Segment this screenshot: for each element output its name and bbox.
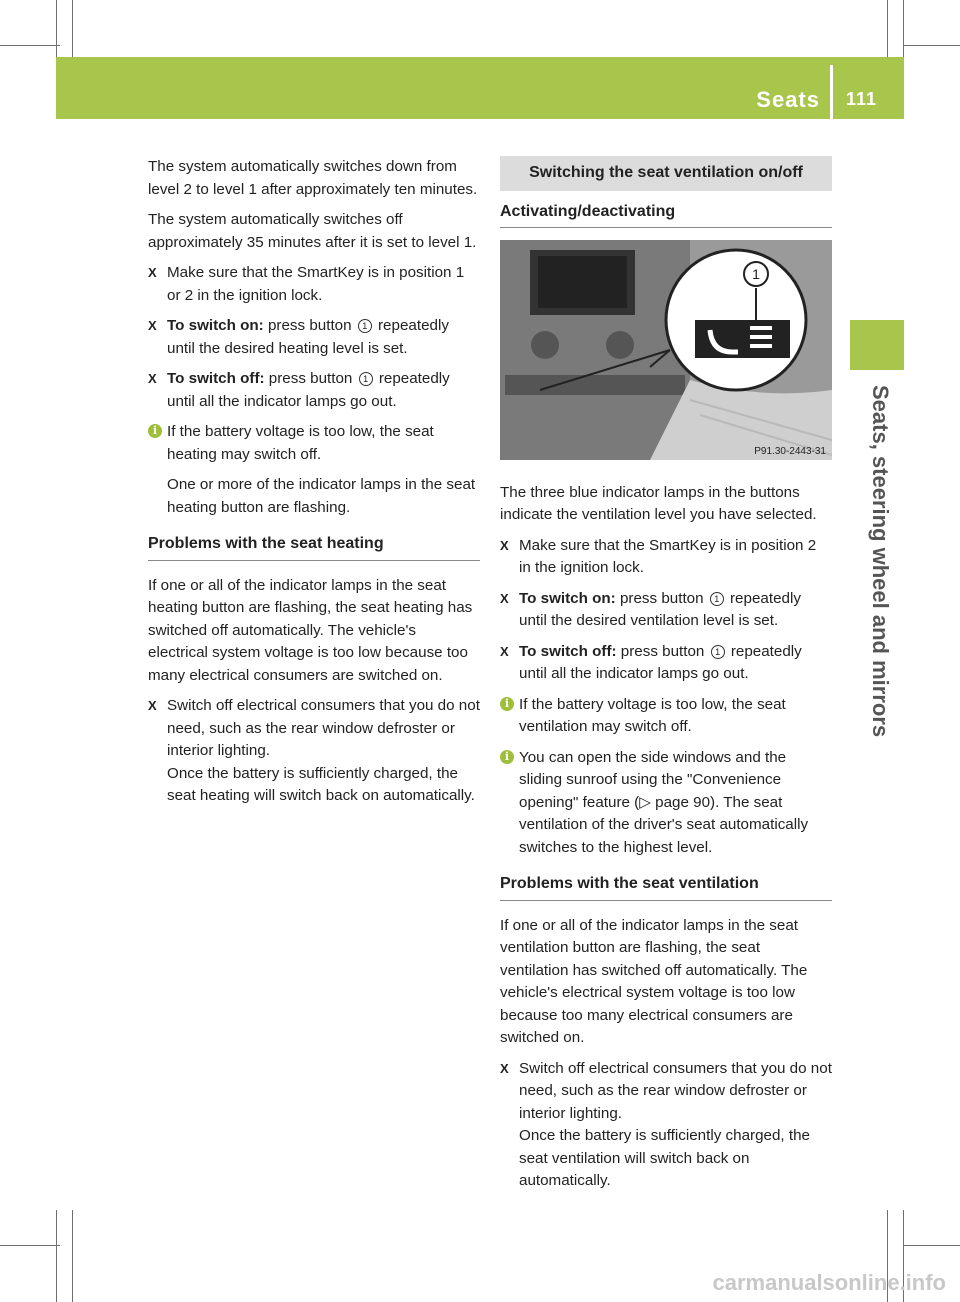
bullet-marker: X	[148, 698, 157, 713]
paragraph: If one or all of the indicator lamps in the seat heating button are flashing, the seat heating has switched off automatically. The vehicle's electrical system voltage is too low because too many electrical consumers are switched on.	[148, 576, 473, 684]
crop-mark	[0, 45, 60, 46]
bullet-marker: X	[148, 318, 157, 333]
info-note: i If the battery voltage is too low, the seat heating may switch off. One or more of the indicator lamps in the seat heating button are flashing.	[148, 421, 480, 519]
paragraph: The three blue indicator lamps in the buttons indicate the ventilation level you have selected.	[500, 483, 817, 523]
info-icon: i	[500, 697, 514, 711]
bullet-marker: X	[148, 265, 157, 280]
right-column	[500, 156, 832, 1201]
button-number-icon: 1	[711, 645, 725, 659]
chapter-label: Seats, steering wheel and mirrors	[868, 385, 893, 738]
instruction-step: X Make sure that the SmartKey is in position 2 in the ignition lock.	[500, 536, 817, 576]
section-title: Seats	[756, 87, 820, 112]
paragraph: The system automatically switches down from level 2 to level 1 after approximately ten minutes.	[148, 158, 478, 198]
section-heading: Switching the seat ventilation on/off	[500, 156, 832, 191]
subheading: Problems with the seat heating	[148, 533, 480, 561]
info-note: i If the battery voltage is too low, the seat ventilation may switch off.	[500, 694, 832, 739]
subheading: Activating/deactivating	[500, 201, 832, 229]
page-number: 111	[846, 89, 878, 109]
paragraph: The system automatically switches off approximately 35 minutes after it is set to level 1.	[148, 211, 477, 251]
paragraph: If one or all of the indicator lamps in the seat ventilation button are flashing, the seat ventilation has switched off automatically. The vehicle's electrical system voltage is too low because too many electrical consumers are switched on.	[500, 916, 808, 1046]
bullet-marker: X	[148, 371, 157, 386]
watermark: carmanualsonline.info	[712, 1270, 946, 1295]
info-icon: i	[500, 750, 514, 764]
bullet-marker: X	[500, 590, 509, 606]
subheading: Problems with the seat ventilation	[500, 873, 832, 901]
crop-mark	[72, 1210, 73, 1302]
left-column	[148, 156, 480, 816]
instruction-step: X To switch off: press button 1 repeatedly until all the indicator lamps go out.	[148, 370, 450, 410]
bullet-marker: X	[500, 643, 509, 659]
instruction-step: X Switch off electrical consumers that you do not need, such as the rear window defroster or interior lighting. Once the battery is sufficiently charged, the seat heating will switch back on automatically.	[148, 697, 480, 804]
button-number-icon: 1	[710, 592, 724, 606]
instruction-step: X To switch on: press button 1 repeatedly until the desired ventilation level is set.	[500, 589, 801, 629]
crop-mark	[0, 1245, 60, 1246]
button-number-icon: 1	[358, 319, 372, 333]
button-number-icon: 1	[359, 372, 373, 386]
info-icon: i	[148, 424, 162, 438]
bullet-marker: X	[500, 1060, 509, 1076]
instruction-step: X Switch off electrical consumers that you do not need, such as the rear window defroster or interior lighting. Once the battery is sufficiently charged, the seat ventilation will switch back on automatically.	[500, 1059, 832, 1189]
instruction-step: X Make sure that the SmartKey is in position 1 or 2 in the ignition lock.	[148, 264, 465, 304]
instruction-step: X To switch off: press button 1 repeatedly until all the indicator lamps go out.	[500, 642, 802, 682]
header-divider	[830, 65, 833, 119]
console-photo	[500, 240, 832, 460]
bullet-marker: X	[500, 537, 509, 553]
crop-mark	[903, 1245, 960, 1246]
info-note: i You can open the side windows and the sliding sunroof using the "Convenience opening" feature (▷ page 90). The seat ventilation of the driver's seat automatically switches to the highest level.	[500, 747, 832, 860]
crop-mark	[903, 45, 960, 46]
svg-text:1: 1	[752, 266, 760, 282]
crop-mark	[56, 1210, 57, 1302]
svg-text:P91.30-2443-31: P91.30-2443-31	[754, 446, 826, 457]
instruction-step: X To switch on: press button 1 repeatedly until the desired heating level is set.	[148, 317, 449, 357]
chapter-tab	[850, 320, 904, 370]
